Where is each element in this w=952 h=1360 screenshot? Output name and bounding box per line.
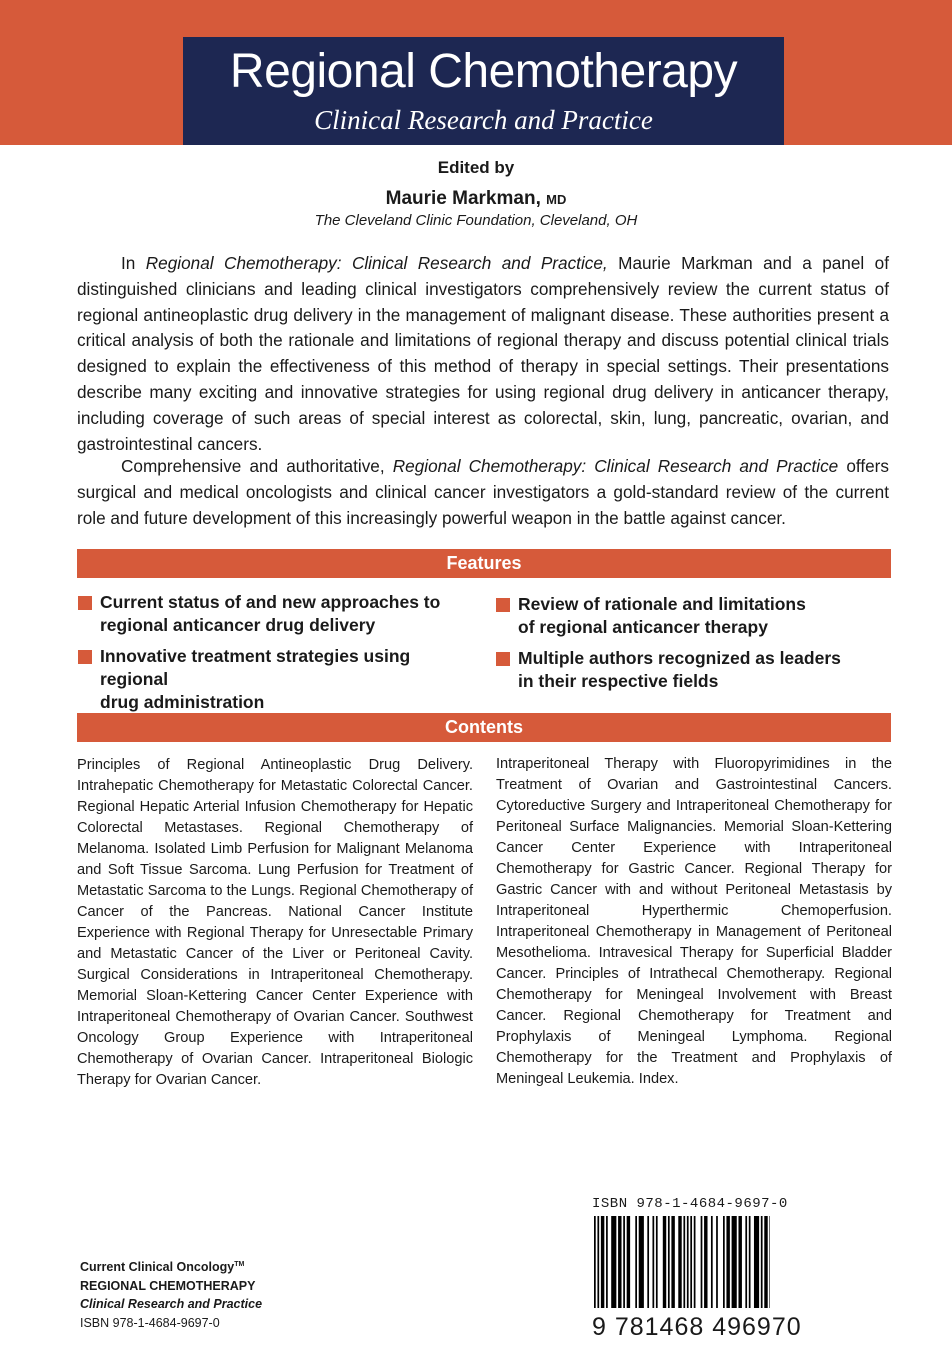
features-heading: Features: [77, 549, 891, 578]
series-info: [80, 1256, 262, 1332]
barcode-digits: 9 781468 496970: [592, 1313, 802, 1341]
description-paragraph-1: [77, 251, 889, 457]
feature-text: Current status of and new approaches to regional anticancer drug delivery: [100, 592, 441, 635]
feature-item: [78, 645, 478, 712]
desc-2-book-title: Regional Chemotherapy: Clinical Research and Practice: [392, 456, 839, 476]
feature-text: Multiple authors recognized as leaders in their respective fields: [518, 648, 841, 691]
contents-column-left: Principles of Regional Antineoplastic Drug Delivery. Intrahepatic Chemotherapy for Metastatic Colorectal Cancer. Regional Hepatic Arterial Infusion Chemotherapy for Hepatic Colorectal Metastases. Regional Chemotherapy of Melanoma. Isolated Limb Perfusion for Malignant Melanoma and Soft Tissue Sarcoma. Lung Perfusion for Treatment of Metastatic Sarcoma to the Lungs. Regional Chemotherapy of Cancer of the Pancreas. National Cancer Institute Experience with Regional Therapy for Unresectable Primary and Metastatic Cancer of the Liver or Peritoneal Cavity. Surgical Considerations in Intraperitoneal Chemotherapy. Memorial Sloan-Kettering Cancer Center Experience with Intraperitoneal Chemotherapy of Ovarian Cancer. Southwest Oncology Group Experience with Intraperitoneal Chemotherapy of Ovarian Cancer. Intraperitoneal Biologic Therapy for Ovarian Cancer.: [77, 757, 473, 1088]
square-bullet-icon: [78, 596, 92, 610]
title-box: [183, 37, 784, 145]
book-title: Regional Chemotherapy: [229, 45, 738, 98]
series-book-title: REGIONAL CHEMOTHERAPY: [80, 1278, 256, 1293]
contents-heading: Contents: [77, 713, 891, 742]
editor-credential: MD: [546, 192, 567, 207]
series-name: Current Clinical Oncology™: [80, 1260, 245, 1275]
square-bullet-icon: [78, 650, 92, 664]
editor-name-text: Maurie Markman,: [385, 188, 541, 209]
edited-by-label: Edited by: [437, 158, 515, 177]
feature-text: Review of rationale and limitations of regional anticancer therapy: [518, 594, 806, 637]
desc-1-lead: In: [121, 253, 146, 273]
book-subtitle: Clinical Research and Practice: [314, 105, 653, 135]
square-bullet-icon: [496, 598, 510, 612]
editor-name: [0, 188, 952, 210]
desc-2-body: offers surgical and medical oncologists and clinical cancer investigators a gold-standard review of the current role and future development of this increasingly powerful weapon in the battle against cancer.: [77, 456, 889, 528]
series-isbn: ISBN 978-1-4684-9697-0: [80, 1315, 220, 1330]
feature-item: [496, 647, 896, 697]
desc-1-body: Maurie Markman and a panel of distinguished clinicians and leading clinical investigators comprehensively review the current status of regional antineoplastic drug delivery in the management of malignant disease. These authorities present a critical analysis of both the rationale and limitations of regional therapy and discuss potential clinical trials designed to explain the effectiveness of this method of therapy in special settings. Their presentations describe many exciting and innovative strategies for using regional drug delivery in anticancer therapy, including coverage of such areas of special interest as colorectal, skin, lung, pancreatic, ovarian, and gastrointestinal cancers.: [77, 253, 889, 454]
series-book-subtitle: Clinical Research and Practice: [80, 1297, 263, 1312]
contents-column-right: Intraperitoneal Therapy with Fluoropyrimidines in the Treatment of Ovarian and Gastrointestinal Cancers. Cytoreductive Surgery and Intraperitoneal Chemotherapy for Peritoneal Surface Malignancies. Memorial Sloan-Kettering Cancer Center Experience with Intraperitoneal Chemotherapy for Gastric Cancer. Regional Therapy for Gastric Cancer with and without Peritoneal Metastasis by Intraperitoneal Hyperthermic Chemoperfusion. Intraperitoneal Chemotherapy in Management of Peritoneal Mesothelioma. Intravesical Therapy for Superficial Bladder Cancer. Principles of Intrathecal Chemotherapy. Regional Chemotherapy for Meningeal Involvement with Breast Cancer. Regional Chemotherapy for Treatment and Prophylaxis of Meningeal Lymphoma. Regional Chemotherapy for the Treatment and Prophylaxis of Meningeal Leukemia. Index.: [496, 756, 892, 1087]
feature-text: Innovative treatment strategies using regional drug administration: [100, 646, 411, 712]
feature-item: [78, 591, 478, 641]
desc-2-lead: Comprehensive and authoritative,: [121, 456, 393, 476]
editor-institution: The Cleveland Clinic Foundation, Cleveland, OH: [314, 212, 638, 229]
square-bullet-icon: [496, 652, 510, 666]
barcode-icon: [592, 1216, 770, 1308]
description-paragraph-2: [77, 454, 889, 531]
desc-1-book-title: Regional Chemotherapy: Clinical Research and Practice,: [145, 253, 608, 273]
feature-item: [496, 593, 896, 643]
barcode-isbn-label: ISBN 978-1-4684-9697-0: [592, 1196, 788, 1212]
